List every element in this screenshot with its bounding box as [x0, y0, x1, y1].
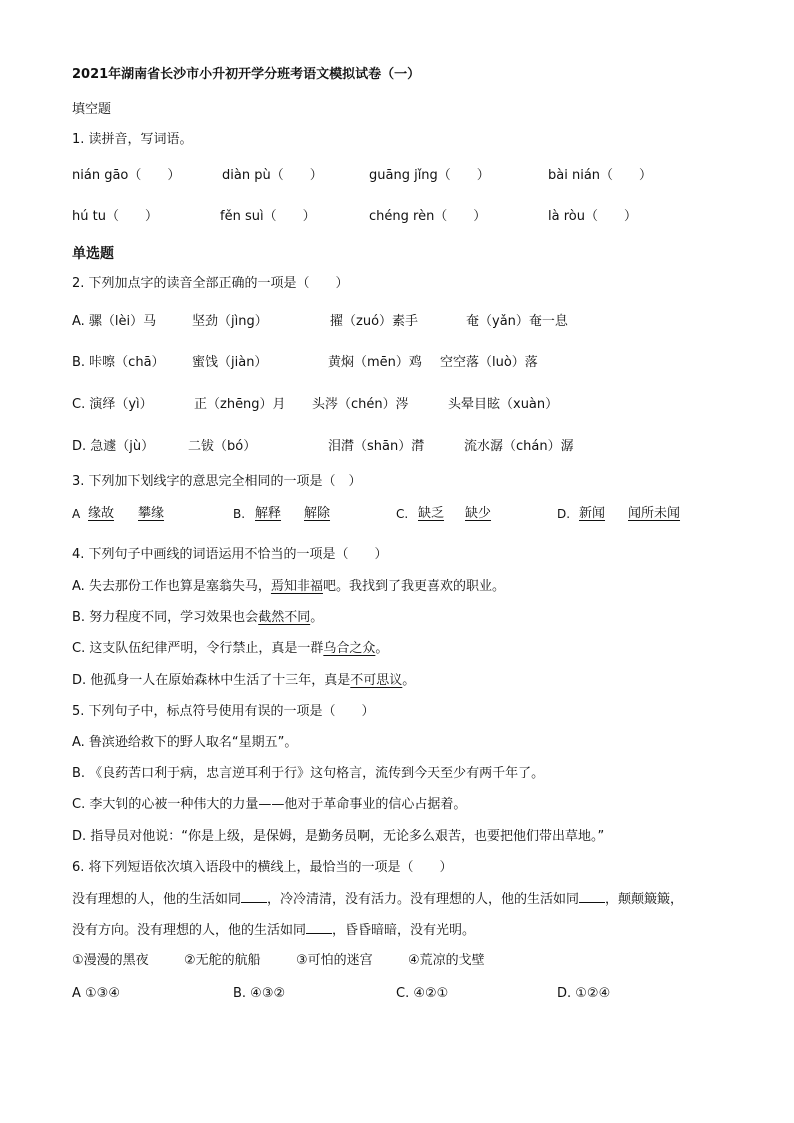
q4-stem: 4. 下列句子中画线的词语运用不恰当的一项是（ ） [72, 547, 388, 562]
answer-blank [241, 890, 267, 903]
passage-text: 没有方向。没有理想的人，他的生活如同 [72, 923, 307, 938]
option-word: 缘故 [88, 506, 115, 521]
option-text: 擢（zuó）素手 [330, 314, 419, 329]
underlined-phrase: 截然不同 [258, 610, 311, 625]
option-text: B. 努力程度不同，学习效果也会 [72, 610, 259, 625]
option-text: D. 他孤身一人在原始森林中生活了十三年，真是 [72, 673, 351, 688]
q5-option-b: B. 《良药苦口利于病，忠言逆耳利于行》这句格言，流传到今天至少有两千年了。 [72, 766, 545, 781]
pinyin-item: guāng jǐng（ ） [369, 168, 490, 183]
option-text: 正（zhēng）月 [194, 397, 286, 412]
option-text: 二钹（bó） [188, 439, 257, 454]
option-label: C. [396, 507, 409, 521]
option-word: 缺少 [465, 506, 492, 521]
option-label: B. [233, 507, 246, 521]
passage-text: ，冷冷清清，没有活力。没有理想的人，他的生活如同 [267, 892, 580, 907]
q4-option-d [72, 672, 415, 690]
answer-option-c: C. ④②① [396, 986, 449, 1001]
answer-blank [579, 890, 605, 903]
option-text: C. 这支队伍纪律严明，令行禁止，真是一群 [72, 641, 324, 656]
option-text: A. 失去那份工作也算是塞翁失马， [72, 579, 271, 594]
option-text: 黄焖（mēn）鸡 [328, 355, 422, 370]
passage-text: ，昏昏暗暗，没有光明。 [332, 923, 476, 938]
pinyin-item: fěn suì（ ） [220, 209, 316, 224]
option-text: C. 演绎（yì） [72, 397, 153, 412]
option-text: 头晕目眩（xuàn） [448, 397, 559, 412]
pinyin-item: là ròu（ ） [548, 209, 637, 224]
q5-option-d: D. 指导员对他说：“你是上级，是保姆，是勤务员啊，无论多么艰苦，也要把他们带出草地。” [72, 829, 605, 844]
option-text: 流水潺（chán）潺 [464, 439, 574, 454]
q6-stem: 6. 将下列短语依次填入语段中的横线上，最恰当的一项是（ ） [72, 860, 453, 875]
underlined-phrase: 乌合之众 [323, 641, 376, 656]
q4-option-b [72, 609, 323, 627]
phrase-option: ③可怕的迷宫 [296, 953, 373, 968]
q5-option-c: C. 李大钊的心被一种伟大的力量——他对于革命事业的信心占据着。 [72, 797, 467, 812]
underlined-phrase: 焉知非福 [270, 579, 323, 594]
pinyin-item: chéng rèn（ ） [369, 209, 487, 224]
answer-option-a: A ①③④ [72, 986, 120, 1001]
option-word: 新闻 [579, 506, 606, 521]
phrase-option: ④荒凉的戈壁 [408, 953, 485, 968]
exam-title: 2021年湖南省长沙市小升初开学分班考语文模拟试卷（一） [72, 67, 421, 82]
passage-text: 没有理想的人，他的生活如同 [72, 892, 242, 907]
option-word: 闻所未闻 [628, 506, 681, 521]
q5-stem: 5. 下列句子中，标点符号使用有误的一项是（ ） [72, 704, 375, 719]
phrase-option: ①漫漫的黑夜 [72, 953, 149, 968]
q5-option-a: A. 鲁滨逊给救下的野人取名“星期五”。 [72, 735, 298, 750]
option-text: 坚劲（jìng） [192, 314, 268, 329]
option-text: 蜜饯（jiàn） [192, 355, 268, 370]
passage-text: ，颠颠簸簸， [605, 892, 684, 907]
option-label: D. [557, 507, 571, 521]
q1-stem: 1. 读拼音，写词语。 [72, 132, 193, 147]
pinyin-item: diàn pù（ ） [222, 168, 323, 183]
q2-stem: 2. 下列加点字的读音全部正确的一项是（ ） [72, 276, 349, 291]
section-fill-heading: 填空题 [72, 102, 112, 117]
option-text: D. 急遽（jù） [72, 439, 155, 454]
option-word: 解释 [255, 506, 282, 521]
pinyin-item: bài nián（ ） [548, 168, 653, 183]
option-text: 泪潸（shān）潸 [328, 439, 425, 454]
pinyin-item: nián gāo（ ） [72, 168, 181, 183]
option-word: 缺乏 [418, 506, 445, 521]
option-text: 。 [402, 673, 416, 688]
option-label: A [72, 507, 81, 521]
option-text: 空空落（luò）落 [440, 355, 538, 370]
phrase-option: ②无舵的航船 [184, 953, 261, 968]
option-text: 奄（yǎn）奄一息 [466, 314, 568, 329]
option-word: 解除 [304, 506, 331, 521]
q4-option-c [72, 640, 388, 658]
option-text: B. 咔嚓（chā） [72, 355, 165, 370]
option-text: 。 [310, 610, 324, 625]
q6-passage-line1 [72, 890, 683, 909]
answer-option-d: D. ①②④ [557, 986, 611, 1001]
answer-blank [306, 921, 332, 934]
section-single-heading: 单选题 [72, 246, 114, 262]
option-text: A. 骡（lèi）马 [72, 314, 157, 329]
option-text: 头涔（chén）涔 [312, 397, 409, 412]
underlined-phrase: 不可思议 [350, 673, 403, 688]
option-text: 。 [375, 641, 389, 656]
q6-passage-line2 [72, 921, 475, 940]
option-text: 吧。我找到了我更喜欢的职业。 [322, 579, 505, 594]
pinyin-item: hú tu（ ） [72, 209, 158, 224]
q3-stem: 3. 下列加下划线字的意思完全相同的一项是（ ） [72, 474, 362, 489]
option-word: 攀缘 [138, 506, 165, 521]
q4-option-a [72, 578, 505, 596]
answer-option-b: B. ④③② [233, 986, 286, 1001]
